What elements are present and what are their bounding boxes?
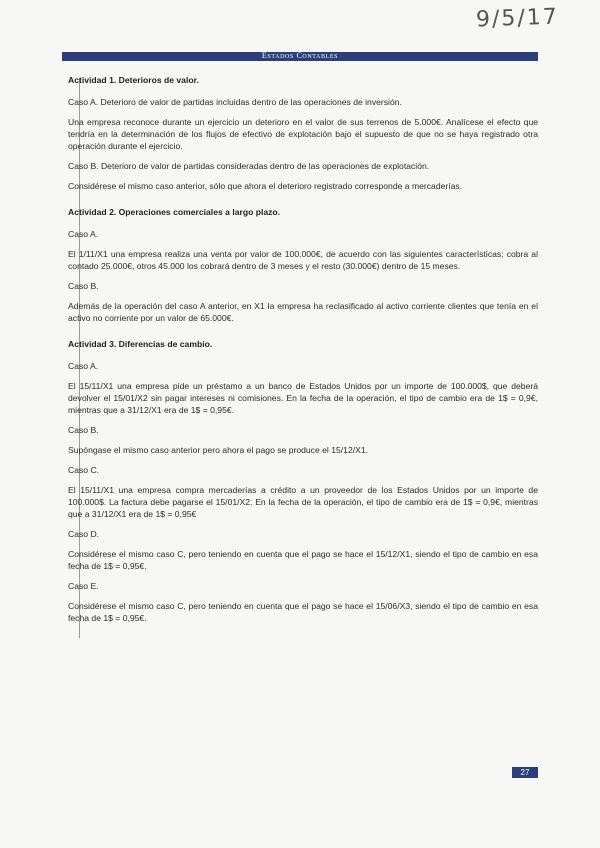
case-label: Caso C.	[68, 465, 100, 475]
case-label: Caso A.	[68, 361, 99, 371]
section-heading-3: Actividad 3. Diferencias de cambio.	[68, 339, 213, 349]
paragraph: Caso B. Deterioro de valor de partidas consideradas dentro de las operaciones de explotación.	[68, 161, 430, 171]
case-label: Caso A.	[68, 229, 99, 239]
paragraph: El 1/11/X1 una empresa realiza una venta por valor de 100.000€, de acuerdo con las siguientes características: cobra al contado 25.000€, otros 45.000 los cobrará dentro de 3 meses y el resto (30.000€) dentro de 15 meses.	[68, 249, 538, 271]
section-heading-2: Actividad 2. Operaciones comerciales a largo plazo.	[68, 207, 281, 217]
document-content	[68, 72, 538, 624]
header-title: Estados Contables	[261, 51, 339, 60]
case-label: Caso D.	[68, 529, 100, 539]
paragraph: Además de la operación del caso A anterior, en X1 la empresa ha reclasificado al activo corriente clientes que tenía en el activo no corriente por un valor de 65.000€.	[68, 301, 538, 323]
paragraph: Una empresa reconoce durante un ejercicio un deterioro en el valor de sus terrenos de 5.000€. Analícese el efecto que tendría en la determinación de los flujos de efectivo de explotación bajo el supuesto de que no se haya registrado otra operación durante el ejercicio.	[68, 117, 538, 151]
section-heading-1: Actividad 1. Deterioros de valor.	[68, 75, 199, 85]
case-label: Caso E.	[68, 581, 99, 591]
header-band	[62, 52, 538, 61]
page-number: 27	[512, 767, 538, 778]
handwritten-date: 9/5/17	[475, 4, 560, 33]
paragraph: El 15/11/X1 una empresa pide un préstamo a un banco de Estados Unidos por un importe de 100.000$, que deberá devolver el 15/01/X2 sin pagar intereses ni comisiones. En la fecha de la operación, el tipo de cambio era de 1$ = 0,9€, mientras que a 31/12/X1 era de 1$ = 0,95€.	[68, 381, 538, 415]
case-label: Caso B.	[68, 281, 99, 291]
paragraph: Considérese el mismo caso C, pero teniendo en cuenta que el pago se hace el 15/12/X1, siendo el tipo de cambio en esa fecha de 1$ = 0,95€.	[68, 549, 538, 571]
paragraph: El 15/11/X1 una empresa compra mercaderías a crédito a un proveedor de los Estados Unidos por un importe de 100.000$. La factura debe pagarse el 15/01/X2. En la fecha de la operación, el tipo de cambio era de 1$ = 0,9€, mientras que a 31/12/X1 era de 1$ = 0,95€	[68, 485, 538, 519]
paragraph: Supóngase el mismo caso anterior pero ahora el pago se produce el 15/12/X1.	[68, 445, 369, 455]
paragraph: Caso A. Deterioro de valor de partidas incluidas dentro de las operaciones de inversión.	[68, 97, 402, 107]
paragraph: Considérese el mismo caso C, pero teniendo en cuenta que el pago se hace el 15/06/X3, siendo el tipo de cambio en esa fecha de 1$ = 0,95€.	[68, 601, 538, 623]
case-label: Caso B.	[68, 425, 99, 435]
paragraph: Considérese el mismo caso anterior, sólo que ahora el deterioro registrado corresponde a mercaderías.	[68, 181, 463, 191]
